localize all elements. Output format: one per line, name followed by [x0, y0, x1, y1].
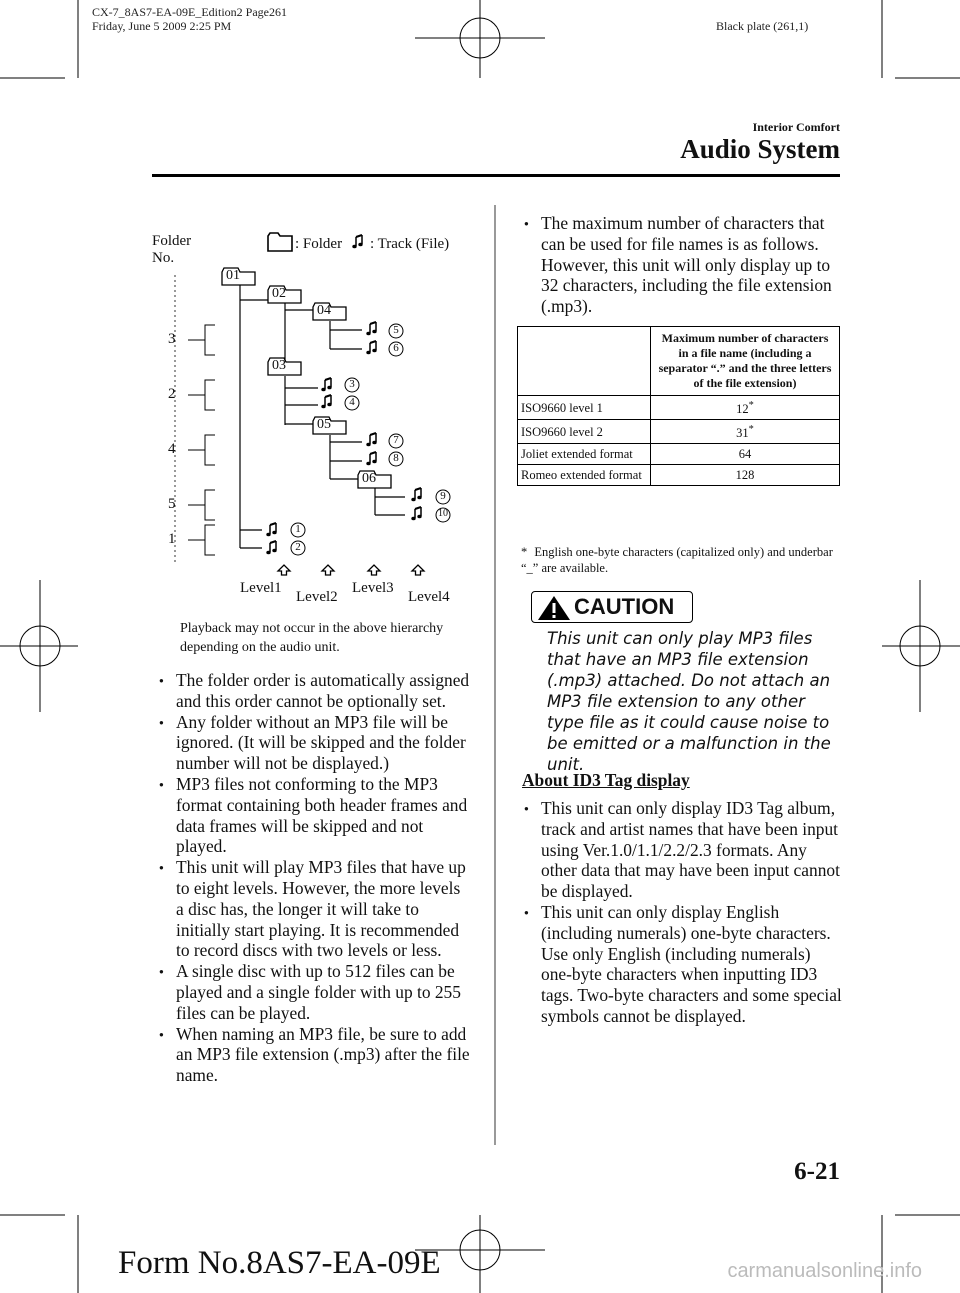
note-icon [266, 523, 276, 536]
bullet-item: ● This unit can only display ID3 Tag album, track and artist names that have been input using Ver.1.0/1.1/2.2/2.3 formats. Any other data that may have been input cannot be displayed. [517, 798, 842, 902]
level-label: Level3 [352, 580, 394, 596]
note-icon [366, 341, 376, 354]
track-number: 9 [440, 490, 446, 502]
up-down-arrow-icon [278, 565, 290, 575]
table-footnote [521, 544, 841, 576]
track-number: 1 [295, 523, 301, 535]
table-cell-format: Romeo extended format [518, 465, 651, 486]
folder-number-label: 1 [168, 531, 176, 547]
track-legend-icon [352, 235, 362, 248]
footnote-mark: * [521, 545, 528, 559]
track-number: 8 [393, 452, 399, 464]
table-cell-value: 31* [651, 420, 840, 444]
note-icon [411, 488, 421, 501]
folder-no-label-line1: Folder [152, 233, 192, 249]
file-info [92, 5, 287, 33]
track-number: 6 [393, 342, 399, 354]
folder-label: 06 [362, 471, 376, 486]
note-icon [366, 452, 376, 465]
folder-number-label: 2 [168, 386, 176, 402]
bullet-item: ● The maximum number of characters that can be used for file names is as follows. However, this unit will only display up to 32 characters, including the file extension (.mp3). [517, 213, 837, 317]
track-number: 5 [393, 324, 399, 336]
folder-label: 02 [272, 286, 286, 301]
table-row [518, 444, 840, 465]
table-cell-value: 64 [651, 444, 840, 465]
bullet-item: ● The folder order is automatically assigned and this order cannot be optionally set. [152, 670, 472, 712]
bullet-item: ● A single disc with up to 512 files can be played and a single folder with up to 255 files can be played. [152, 961, 472, 1023]
form-number: Form No.8AS7-EA-09E [118, 1245, 441, 1281]
id3-heading: About ID3 Tag display [522, 770, 690, 790]
caution-text: This unit can only play MP3 files that have an MP3 file extension (.mp3) attached. Do not attach an MP3 file extension to any other type file as it could cause noise to be emitted or a malfunction in the unit. [547, 629, 831, 774]
table-row [518, 396, 840, 420]
table-cell-value: 128 [651, 465, 840, 486]
table-row [518, 420, 840, 444]
track-number: 3 [349, 378, 355, 390]
bullet-item: ● This unit can only display English (including numerals) one-byte characters. Use only English (including numerals) one-byte characters when inputting ID3 tags. Two-byte characters and some special symbols cannot be displayed. [517, 902, 842, 1027]
warning-triangle-icon [536, 594, 572, 622]
note-icon [321, 378, 331, 391]
track-legend: : Track (File) [370, 236, 450, 252]
table-cell-format: ISO9660 level 1 [518, 396, 651, 420]
folder-label: 03 [272, 358, 286, 373]
page-number: 6-21 [794, 1158, 840, 1185]
table-cell-format: ISO9660 level 2 [518, 420, 651, 444]
note-icon [266, 541, 276, 554]
file-info-line1: CX-7_8AS7-EA-09E_Edition2 Page261 [92, 5, 287, 19]
track-number: 10 [438, 508, 448, 519]
table-header: Maximum number of characters in a file name (including a separator “.” and the three letters of the file extension) [651, 327, 840, 396]
section-label: Interior Comfort [752, 120, 840, 134]
left-bullet-list [152, 670, 472, 1086]
level-label: Level2 [296, 589, 338, 605]
caution-label: CAUTION [574, 594, 675, 619]
diagram-caption: Playback may not occur in the above hierarchy depending on the audio unit. [180, 621, 444, 655]
bullet-item: ● This unit will play MP3 files that have up to eight levels. However, the more levels a disc has, the longer it will take to initially start playing. It is recommended to record discs with two levels or less. [152, 857, 472, 961]
note-icon [321, 395, 331, 408]
track-number: 4 [349, 396, 355, 408]
filename-length-table [517, 326, 840, 486]
up-down-arrow-icon [322, 565, 334, 575]
plate-label: Black plate (261,1) [716, 19, 809, 33]
note-icon [366, 433, 376, 446]
level-label: Level1 [240, 580, 282, 596]
folder-no-label-line2: No. [152, 250, 175, 266]
bullet-item: ● Any folder without an MP3 file will be ignored. (It will be skipped and the folder number will not be displayed.) [152, 712, 472, 774]
folder-label: 01 [226, 268, 240, 283]
level-label: Level4 [408, 589, 450, 605]
folder-number-label: 5 [168, 496, 176, 512]
up-down-arrow-icon [412, 565, 424, 575]
up-down-arrow-icon [368, 565, 380, 575]
track-number: 2 [295, 541, 301, 553]
table-row [518, 465, 840, 486]
bullet-item: ● MP3 files not conforming to the MP3 format containing both header frames and data frames will be skipped and not played. [152, 774, 472, 857]
folder-number-label: 4 [168, 441, 176, 457]
header-rule [152, 174, 840, 177]
watermark: carmanualsonline.info [727, 1260, 922, 1282]
table-cell-format: Joliet extended format [518, 444, 651, 465]
footnote-text: English one-byte characters (capitalized only) and underbar “_” are available. [521, 545, 833, 575]
table-cell-value: 12* [651, 396, 840, 420]
right-intro [517, 213, 837, 317]
page-title: Audio System [680, 134, 840, 164]
folder-number-label: 3 [168, 331, 176, 347]
folder-label: 05 [317, 417, 331, 432]
track-number: 7 [393, 434, 399, 446]
folder-label: 04 [317, 303, 331, 318]
folder-legend-icon [268, 233, 292, 251]
note-icon [411, 507, 421, 520]
folder-legend: : Folder [295, 236, 343, 252]
bullet-item: ● When naming an MP3 file, be sure to add an MP3 file extension (.mp3) after the file name. [152, 1024, 472, 1086]
id3-bullet-list [517, 798, 842, 1027]
file-info-line2: Friday, June 5 2009 2:25 PM [92, 19, 232, 33]
note-icon [366, 322, 376, 335]
caution-badge [531, 591, 693, 623]
